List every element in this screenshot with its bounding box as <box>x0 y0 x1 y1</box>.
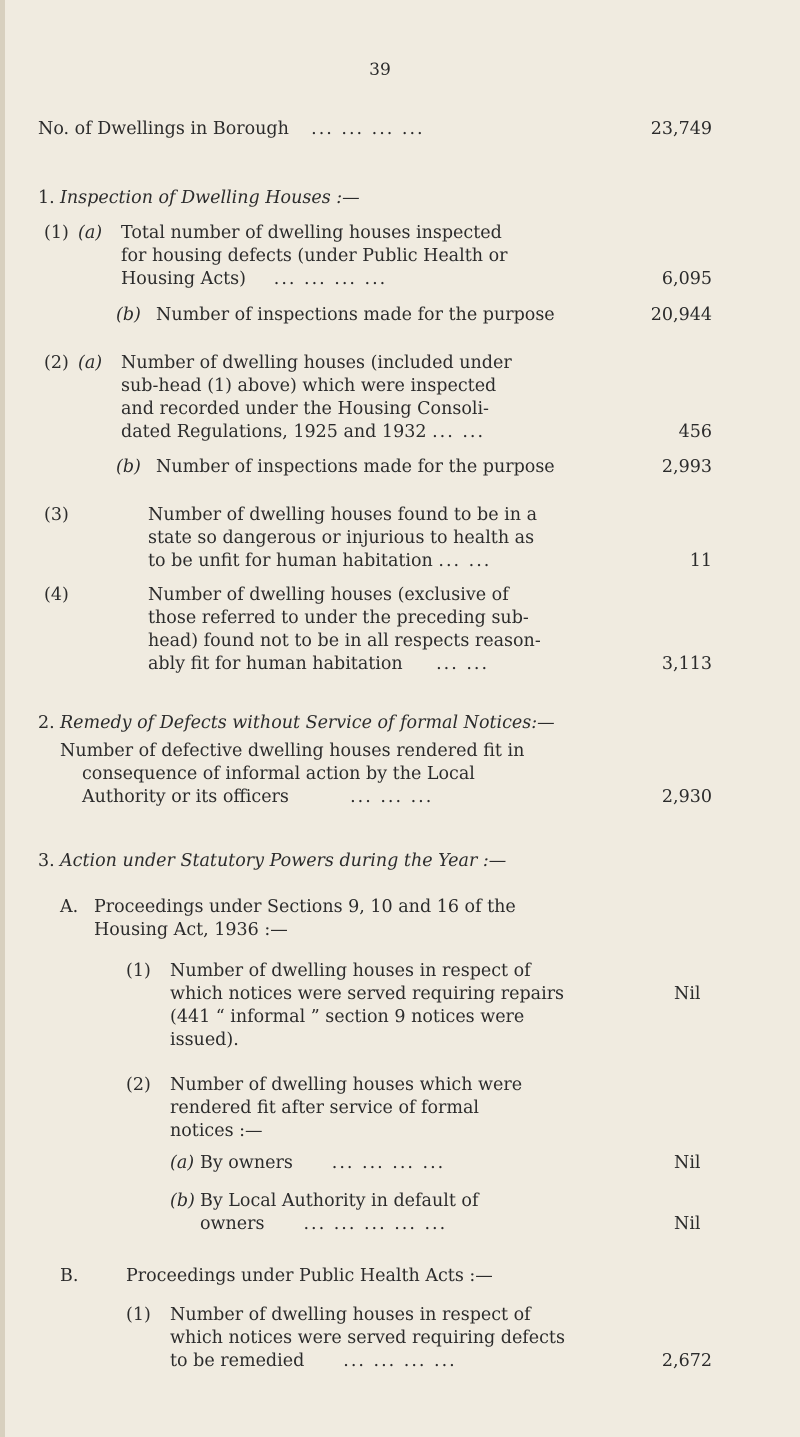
subsection-a-item-1-line-2: which notices were served requiring repairs <box>170 984 565 1004</box>
section-2-line-3: Authority or its officers ... ... ... <box>82 787 434 807</box>
item-3-line-2: state so dangerous or injurious to health as <box>148 528 535 548</box>
subsection-a-item-1-number: (1) <box>126 961 151 981</box>
item-2a-line-1: Number of dwelling houses (included under <box>121 353 512 373</box>
subsection-b-letter: B. <box>60 1266 79 1286</box>
section-2-line-2: consequence of informal action by the Local <box>82 764 475 784</box>
subsection-a-item-1-value: Nil <box>674 984 701 1004</box>
subsection-a-item-1-line-4: issued). <box>170 1030 239 1050</box>
item-2a-line-2: sub-head (1) above) which were inspected <box>121 376 497 396</box>
subsection-a-item-2b-line-1: By Local Authority in default of <box>200 1191 479 1211</box>
item-3-line-1: Number of dwelling houses found to be in a <box>148 505 537 525</box>
subsection-a-item-2a-text: By owners ... ... ... ... <box>200 1153 446 1173</box>
item-1b <box>44 304 712 327</box>
item-1a-value: 6,095 <box>661 269 712 289</box>
section-2-line-1: Number of defective dwelling houses rendered fit in <box>60 741 525 761</box>
subsection-a-line-2: Housing Act, 1936 :— <box>94 920 288 940</box>
item-3-value: 11 <box>689 551 712 571</box>
item-4-line-3: head) found not to be in all respects reason- <box>148 631 541 651</box>
subsection-b-item-1-line-1: Number of dwelling houses in respect of <box>170 1305 531 1325</box>
subsection-a-item-2-number: (2) <box>126 1075 151 1095</box>
item-1a-line-3: Housing Acts) ... ... ... ... <box>121 269 388 289</box>
item-4-value: 3,113 <box>661 654 712 674</box>
section-2-title: Remedy of Defects without Service of formal Notices:— <box>60 713 555 733</box>
subsection-a-item-1-line-1: Number of dwelling houses in respect of <box>170 961 531 981</box>
item-2b-text: Number of inspections made for the purpose <box>156 457 555 477</box>
item-1a-number: (1) <box>44 223 69 243</box>
subsection-a-item-2-line-1: Number of dwelling houses which were <box>170 1075 523 1095</box>
dwellings-row <box>38 118 712 141</box>
subsection-a-item-2a-letter: (a) <box>170 1153 195 1173</box>
subsection-a-line-1: Proceedings under Sections 9, 10 and 16 of the <box>94 897 516 917</box>
item-4-line-4: ably fit for human habitation ... ... <box>148 654 490 674</box>
item-3 <box>44 504 712 582</box>
subsection-a-item-2b-letter: (b) <box>170 1191 195 1211</box>
section-2-number: 2. <box>38 713 55 733</box>
section-2-heading <box>38 712 712 735</box>
item-3-line-3: to be unfit for human habitation ... ... <box>148 551 492 571</box>
section-3-number: 3. <box>38 851 55 871</box>
subsection-a <box>60 896 712 942</box>
item-1b-text: Number of inspections made for the purpose <box>156 305 555 325</box>
item-1b-letter: (b) <box>116 305 141 325</box>
subsection-b-item-1-number: (1) <box>126 1305 151 1325</box>
item-1a-letter: (a) <box>78 223 103 243</box>
item-1b-value: 20,944 <box>650 305 712 325</box>
subsection-a-item-2-line-2: rendered fit after service of formal <box>170 1098 480 1118</box>
item-2a-line-4: dated Regulations, 1925 and 1932 ... ... <box>121 422 486 442</box>
item-2a-value: 456 <box>678 422 712 442</box>
subsection-b-item-1-line-2: which notices were served requiring defects <box>170 1328 565 1348</box>
subsection-a-item-2 <box>60 1074 712 1152</box>
subsection-a-item-1 <box>60 960 712 1060</box>
item-2b-value: 2,993 <box>661 457 712 477</box>
item-2a-number: (2) <box>44 353 69 373</box>
section-2-body <box>60 740 712 818</box>
section-2-value: 2,930 <box>661 787 712 807</box>
section-3-title: Action under Statutory Powers during the Year :— <box>60 851 507 871</box>
subsection-b-item-1 <box>60 1304 712 1382</box>
item-2b <box>44 456 712 479</box>
subsection-b-item-1-value: 2,672 <box>661 1351 712 1371</box>
dwellings-label: No. of Dwellings in Borough ... ... ... ... <box>38 119 425 139</box>
item-1a <box>44 222 712 300</box>
item-1a-line-2: for housing defects (under Public Health or <box>121 246 508 266</box>
item-4 <box>44 584 712 684</box>
subsection-b-item-1-line-3: to be remedied ... ... ... ... <box>170 1351 457 1371</box>
item-4-number: (4) <box>44 585 69 605</box>
item-2a-line-3: and recorded under the Housing Consoli- <box>121 399 489 419</box>
item-4-line-2: those referred to under the preceding sub- <box>148 608 529 628</box>
subsection-a-item-2a-value: Nil <box>674 1153 701 1173</box>
subsection-a-item-2b-value: Nil <box>674 1214 701 1234</box>
section-3-heading <box>38 850 712 873</box>
page-number: 39 <box>369 60 391 80</box>
dwellings-value: 23,749 <box>650 119 712 139</box>
subsection-a-item-2-line-3: notices :— <box>170 1121 263 1141</box>
subsection-a-letter: A. <box>60 897 79 917</box>
item-2a-letter: (a) <box>78 353 103 373</box>
section-1-heading <box>38 187 712 210</box>
item-1a-line-1: Total number of dwelling houses inspected <box>121 223 502 243</box>
subsection-a-item-1-line-3: (441 “ informal ” section 9 notices were <box>170 1007 525 1027</box>
item-2a <box>44 352 712 452</box>
subsection-a-item-2b <box>60 1190 712 1236</box>
item-4-line-1: Number of dwelling houses (exclusive of <box>148 585 509 605</box>
subsection-b <box>60 1265 712 1288</box>
subsection-a-item-2b-line-2: owners ... ... ... ... ... <box>200 1214 448 1234</box>
item-3-number: (3) <box>44 505 69 525</box>
subsection-a-item-2a <box>60 1152 712 1175</box>
page-edge-shadow <box>0 0 5 1437</box>
section-1-number: 1. <box>38 188 55 208</box>
section-1-title: Inspection of Dwelling Houses :— <box>60 188 360 208</box>
item-2b-letter: (b) <box>116 457 141 477</box>
subsection-b-text: Proceedings under Public Health Acts :— <box>126 1266 493 1286</box>
